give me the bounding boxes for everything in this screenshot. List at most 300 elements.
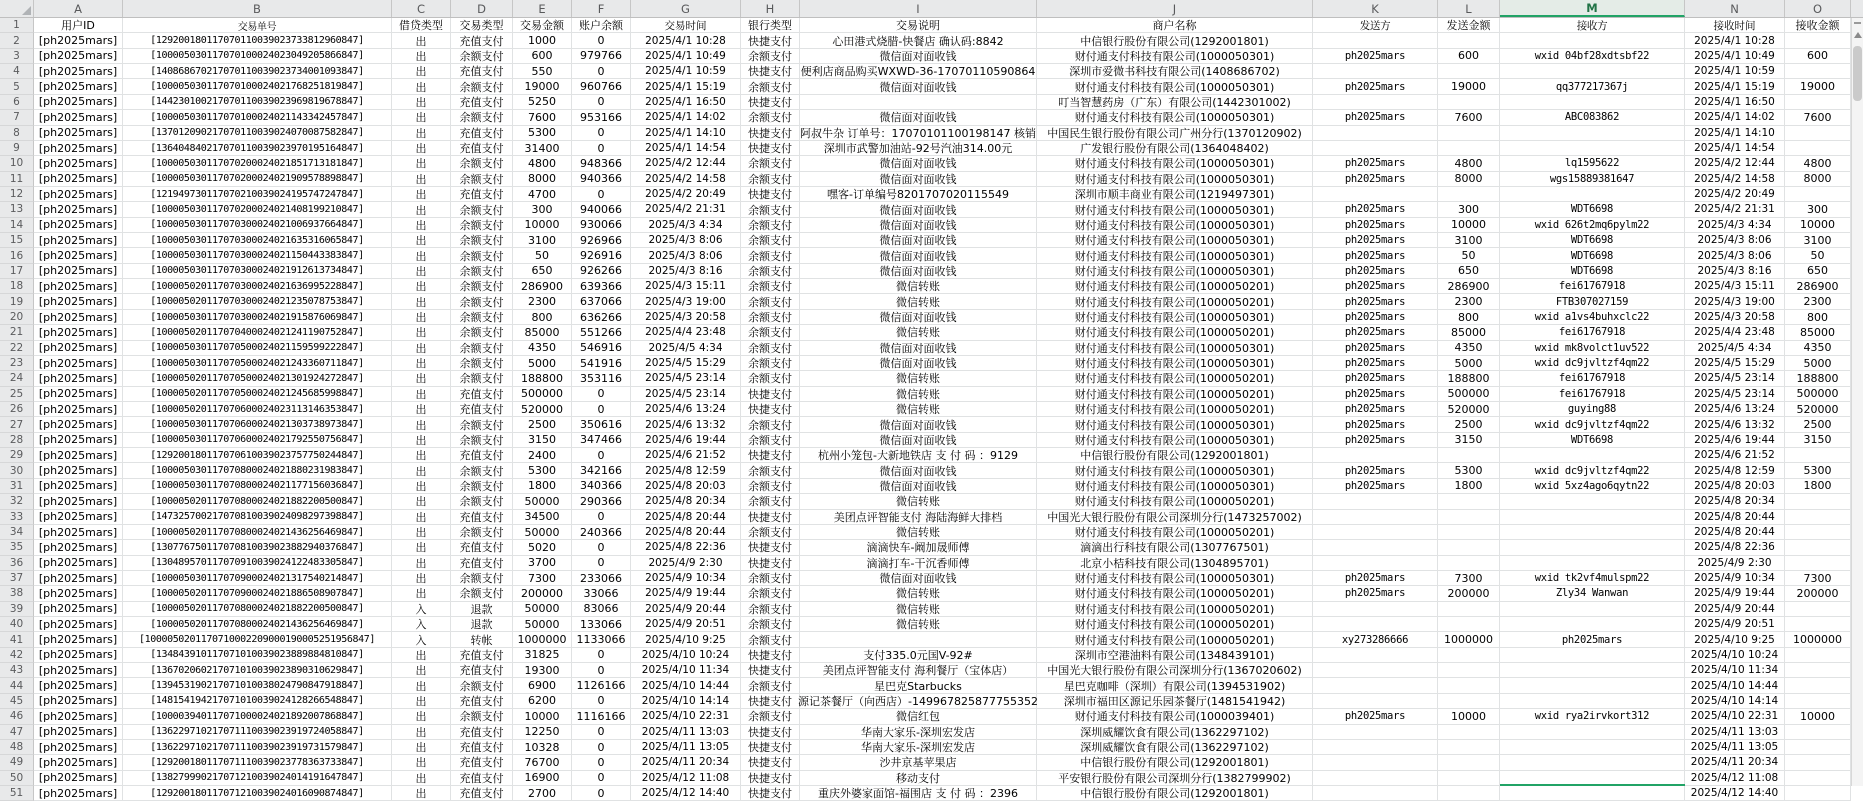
cell-N23[interactable]: 2025/4/5 15:29 (1685, 356, 1785, 371)
cell-L17[interactable]: 650 (1438, 264, 1500, 279)
cell-O7[interactable]: 7600 (1785, 110, 1851, 125)
cell-L2[interactable] (1438, 33, 1500, 48)
cell-O10[interactable]: 4800 (1785, 156, 1851, 171)
cell-A48[interactable]: [ph2025mars] (34, 740, 123, 755)
cell-G6[interactable]: 2025/4/1 16:50 (631, 95, 741, 110)
cell-E5[interactable]: 19000 (513, 79, 572, 94)
vertical-scrollbar[interactable] (1851, 18, 1863, 786)
cell-H16[interactable]: 余额支付 (741, 248, 800, 263)
cell-A16[interactable]: [ph2025mars] (34, 248, 123, 263)
cell-N51[interactable]: 2025/4/12 14:40 (1685, 786, 1785, 801)
cell-H11[interactable]: 余额支付 (741, 172, 800, 187)
cell-B19[interactable]: [100005020117070300024021235078753847] (123, 294, 392, 309)
cell-N13[interactable]: 2025/4/2 21:31 (1685, 202, 1785, 217)
cell-O20[interactable]: 800 (1785, 310, 1851, 325)
cell-L9[interactable] (1438, 141, 1500, 156)
cell-G1[interactable]: 交易时间 (631, 18, 741, 33)
cell-G47[interactable]: 2025/4/11 13:03 (631, 725, 741, 740)
row-header-14[interactable]: 14 (0, 218, 34, 233)
cell-B51[interactable]: [129200180117071210039024016090874847] (123, 786, 392, 801)
cell-F31[interactable]: 340366 (572, 479, 631, 494)
cell-I27[interactable]: 微信面对面收钱 (800, 417, 1037, 432)
cell-A42[interactable]: [ph2025mars] (34, 648, 123, 663)
cell-G36[interactable]: 2025/4/9 2:30 (631, 556, 741, 571)
cell-D2[interactable]: 充值支付 (451, 33, 513, 48)
cell-K40[interactable] (1313, 617, 1438, 632)
cell-D8[interactable]: 充值支付 (451, 126, 513, 141)
cell-C13[interactable]: 出 (392, 202, 451, 217)
cell-K11[interactable]: ph2025mars (1313, 172, 1438, 187)
cell-I12[interactable]: 嘿客-订单编号8201707020115549 (800, 187, 1037, 202)
cell-E49[interactable]: 76700 (513, 755, 572, 770)
column-header-j[interactable]: J (1037, 0, 1313, 17)
cell-G19[interactable]: 2025/4/3 19:00 (631, 294, 741, 309)
cell-E36[interactable]: 3700 (513, 556, 572, 571)
cell-G51[interactable]: 2025/4/12 14:40 (631, 786, 741, 801)
cell-L22[interactable]: 4350 (1438, 341, 1500, 356)
cell-I37[interactable]: 微信面对面收钱 (800, 571, 1037, 586)
cell-F46[interactable]: 1116166 (572, 709, 631, 724)
cell-C1[interactable]: 借贷类型 (392, 18, 451, 33)
row-header-4[interactable]: 4 (0, 64, 34, 79)
cell-A9[interactable]: [ph2025mars] (34, 141, 123, 156)
cell-G4[interactable]: 2025/4/1 10:59 (631, 64, 741, 79)
cell-C30[interactable]: 出 (392, 463, 451, 478)
row-header-33[interactable]: 33 (0, 510, 34, 525)
cell-G10[interactable]: 2025/4/2 12:44 (631, 156, 741, 171)
cell-B3[interactable]: [100005030117070100024023049205866847] (123, 49, 392, 64)
cell-A31[interactable]: [ph2025mars] (34, 479, 123, 494)
cell-M35[interactable] (1500, 540, 1685, 555)
cell-H9[interactable]: 快捷支付 (741, 141, 800, 156)
cell-F36[interactable]: 0 (572, 556, 631, 571)
cell-O34[interactable] (1785, 525, 1851, 540)
cell-G11[interactable]: 2025/4/2 14:58 (631, 172, 741, 187)
cell-C27[interactable]: 出 (392, 417, 451, 432)
cell-O29[interactable] (1785, 448, 1851, 463)
cell-G2[interactable]: 2025/4/1 10:28 (631, 33, 741, 48)
cell-N43[interactable]: 2025/4/10 11:34 (1685, 663, 1785, 678)
cell-O9[interactable] (1785, 141, 1851, 156)
cell-E47[interactable]: 12250 (513, 725, 572, 740)
cell-B37[interactable]: [100005030117070900024021317540214847] (123, 571, 392, 586)
cell-F18[interactable]: 639366 (572, 279, 631, 294)
row-header-38[interactable]: 38 (0, 586, 34, 601)
cell-A11[interactable]: [ph2025mars] (34, 172, 123, 187)
cell-C49[interactable]: 出 (392, 755, 451, 770)
cell-C44[interactable]: 出 (392, 678, 451, 693)
cell-B7[interactable]: [100005030117070100024021143342457847] (123, 110, 392, 125)
cell-C25[interactable]: 出 (392, 387, 451, 402)
row-header-19[interactable]: 19 (0, 294, 34, 309)
cell-M20[interactable]: wxid a1vs4buhxclc22 (1500, 310, 1685, 325)
cell-F24[interactable]: 353116 (572, 371, 631, 386)
cell-G31[interactable]: 2025/4/8 20:03 (631, 479, 741, 494)
cell-D11[interactable]: 余额支付 (451, 172, 513, 187)
cell-I22[interactable]: 微信面对面收钱 (800, 341, 1037, 356)
cell-I7[interactable]: 微信面对面收钱 (800, 110, 1037, 125)
cell-M37[interactable]: wxid tk2vf4mulspm22 (1500, 571, 1685, 586)
cell-L49[interactable] (1438, 755, 1500, 770)
cell-M32[interactable] (1500, 494, 1685, 509)
row-header-10[interactable]: 10 (0, 156, 34, 171)
cell-J23[interactable]: 财付通支付科技有限公司(1000050301) (1037, 356, 1313, 371)
cell-G29[interactable]: 2025/4/6 21:52 (631, 448, 741, 463)
row-header-51[interactable]: 51 (0, 786, 34, 801)
cell-H27[interactable]: 余额支付 (741, 417, 800, 432)
cell-L48[interactable] (1438, 740, 1500, 755)
cell-L42[interactable] (1438, 648, 1500, 663)
cell-F26[interactable]: 0 (572, 402, 631, 417)
cell-K33[interactable] (1313, 510, 1438, 525)
cell-B6[interactable]: [144230100217070110039023969819678847] (123, 95, 392, 110)
cell-H20[interactable]: 余额支付 (741, 310, 800, 325)
cell-A33[interactable]: [ph2025mars] (34, 510, 123, 525)
cell-K23[interactable]: ph2025mars (1313, 356, 1438, 371)
cell-C3[interactable]: 出 (392, 49, 451, 64)
cell-B12[interactable]: [121949730117070210039024195747247847] (123, 187, 392, 202)
cell-I33[interactable]: 美团点评智能支付 海陆海鲜大排档 (800, 510, 1037, 525)
cell-L33[interactable] (1438, 510, 1500, 525)
cell-N2[interactable]: 2025/4/1 10:28 (1685, 33, 1785, 48)
cell-A19[interactable]: [ph2025mars] (34, 294, 123, 309)
cell-M39[interactable] (1500, 602, 1685, 617)
cell-I41[interactable] (800, 632, 1037, 647)
row-header-5[interactable]: 5 (0, 79, 34, 94)
cell-J17[interactable]: 财付通支付科技有限公司(1000050301) (1037, 264, 1313, 279)
cell-B50[interactable]: [138279990217071210039024014191647847] (123, 771, 392, 786)
cell-O46[interactable]: 10000 (1785, 709, 1851, 724)
cell-N25[interactable]: 2025/4/5 23:14 (1685, 387, 1785, 402)
cell-L30[interactable]: 5300 (1438, 463, 1500, 478)
cell-D13[interactable]: 余额支付 (451, 202, 513, 217)
cell-E28[interactable]: 3150 (513, 433, 572, 448)
cell-I9[interactable]: 深圳市武警加油站-92号汽油314.00元 (800, 141, 1037, 156)
cell-B36[interactable]: [130489570117070910039024122483305847] (123, 556, 392, 571)
cell-M36[interactable] (1500, 556, 1685, 571)
cell-H49[interactable]: 快捷支付 (741, 755, 800, 770)
cell-O48[interactable] (1785, 740, 1851, 755)
cell-B40[interactable]: [100005020117070800024021436256469847] (123, 617, 392, 632)
cell-I40[interactable]: 微信转账 (800, 617, 1037, 632)
cell-C23[interactable]: 出 (392, 356, 451, 371)
cell-D35[interactable]: 充值支付 (451, 540, 513, 555)
cell-F50[interactable]: 0 (572, 771, 631, 786)
cell-I49[interactable]: 沙井京基苹果店 (800, 755, 1037, 770)
cell-M30[interactable]: wxid dc9jvltzf4qm22 (1500, 463, 1685, 478)
cell-J33[interactable]: 中国光大银行股份有限公司深圳分行(1473257002) (1037, 510, 1313, 525)
cell-M27[interactable]: wxid dc9jvltzf4qm22 (1500, 417, 1685, 432)
cell-H15[interactable]: 余额支付 (741, 233, 800, 248)
cell-A24[interactable]: [ph2025mars] (34, 371, 123, 386)
cell-K2[interactable] (1313, 33, 1438, 48)
cell-H31[interactable]: 余额支付 (741, 479, 800, 494)
cell-C21[interactable]: 出 (392, 325, 451, 340)
column-header-i[interactable]: I (800, 0, 1037, 17)
column-header-b[interactable]: B (123, 0, 392, 17)
cell-M15[interactable]: WDT6698 (1500, 233, 1685, 248)
cell-G38[interactable]: 2025/4/9 19:44 (631, 586, 741, 601)
cell-H5[interactable]: 余额支付 (741, 79, 800, 94)
cell-C18[interactable]: 出 (392, 279, 451, 294)
cell-A21[interactable]: [ph2025mars] (34, 325, 123, 340)
cell-I50[interactable]: 移动支付 (800, 771, 1037, 786)
cell-F43[interactable]: 0 (572, 663, 631, 678)
cell-E33[interactable]: 34500 (513, 510, 572, 525)
cell-D38[interactable]: 余额支付 (451, 586, 513, 601)
cell-M5[interactable]: qq377217367j (1500, 79, 1685, 94)
cell-K35[interactable] (1313, 540, 1438, 555)
cell-C26[interactable]: 出 (392, 402, 451, 417)
cell-E15[interactable]: 3100 (513, 233, 572, 248)
cell-E46[interactable]: 10000 (513, 709, 572, 724)
cell-J27[interactable]: 财付通支付科技有限公司(1000050301) (1037, 417, 1313, 432)
cell-C40[interactable]: 入 (392, 617, 451, 632)
cell-C16[interactable]: 出 (392, 248, 451, 263)
cell-J24[interactable]: 财付通支付科技有限公司(1000050201) (1037, 371, 1313, 386)
cell-F10[interactable]: 948366 (572, 156, 631, 171)
cell-G45[interactable]: 2025/4/10 14:14 (631, 694, 741, 709)
cell-N8[interactable]: 2025/4/1 14:10 (1685, 126, 1785, 141)
cell-B43[interactable]: [136702060217071010039023890310629847] (123, 663, 392, 678)
cell-J10[interactable]: 财付通支付科技有限公司(1000050301) (1037, 156, 1313, 171)
column-header-g[interactable]: G (631, 0, 741, 17)
cell-K22[interactable]: ph2025mars (1313, 341, 1438, 356)
cell-E39[interactable]: 50000 (513, 602, 572, 617)
cell-N32[interactable]: 2025/4/8 20:34 (1685, 494, 1785, 509)
cell-I35[interactable]: 滴滴快车-阚加晟师傅 (800, 540, 1037, 555)
cell-N44[interactable]: 2025/4/10 14:44 (1685, 678, 1785, 693)
cell-H42[interactable]: 快捷支付 (741, 648, 800, 663)
cell-G12[interactable]: 2025/4/2 20:49 (631, 187, 741, 202)
cell-J48[interactable]: 深圳威耀饮食有限公司(1362297102) (1037, 740, 1313, 755)
cell-O47[interactable] (1785, 725, 1851, 740)
cell-B42[interactable]: [134843910117071010039023889884810847] (123, 648, 392, 663)
cell-N12[interactable]: 2025/4/2 20:49 (1685, 187, 1785, 202)
cell-M12[interactable] (1500, 187, 1685, 202)
cell-K36[interactable] (1313, 556, 1438, 571)
cell-L25[interactable]: 500000 (1438, 387, 1500, 402)
cell-A17[interactable]: [ph2025mars] (34, 264, 123, 279)
cell-N39[interactable]: 2025/4/9 20:44 (1685, 602, 1785, 617)
cell-M13[interactable]: WDT6698 (1500, 202, 1685, 217)
cell-H41[interactable]: 余额支付 (741, 632, 800, 647)
row-header-29[interactable]: 29 (0, 448, 34, 463)
cell-L24[interactable]: 188800 (1438, 371, 1500, 386)
cell-G43[interactable]: 2025/4/10 11:34 (631, 663, 741, 678)
cell-F5[interactable]: 960766 (572, 79, 631, 94)
cell-B38[interactable]: [100005020117070900024021886508907847] (123, 586, 392, 601)
cell-J30[interactable]: 财付通支付科技有限公司(1000050301) (1037, 463, 1313, 478)
cell-H37[interactable]: 余额支付 (741, 571, 800, 586)
cell-J1[interactable]: 商户名称 (1037, 18, 1313, 33)
cell-N42[interactable]: 2025/4/10 10:24 (1685, 648, 1785, 663)
cell-J25[interactable]: 财付通支付科技有限公司(1000050201) (1037, 387, 1313, 402)
cell-M29[interactable] (1500, 448, 1685, 463)
cell-F9[interactable]: 0 (572, 141, 631, 156)
cell-H44[interactable]: 余额支付 (741, 678, 800, 693)
column-header-d[interactable]: D (451, 0, 513, 17)
cell-I25[interactable]: 微信转账 (800, 387, 1037, 402)
cell-K31[interactable]: ph2025mars (1313, 479, 1438, 494)
cell-F32[interactable]: 290366 (572, 494, 631, 509)
column-header-a[interactable]: A (34, 0, 123, 17)
cell-I21[interactable]: 微信转账 (800, 325, 1037, 340)
cell-G18[interactable]: 2025/4/3 15:11 (631, 279, 741, 294)
cell-N46[interactable]: 2025/4/10 22:31 (1685, 709, 1785, 724)
cell-J21[interactable]: 财付通支付科技有限公司(1000050201) (1037, 325, 1313, 340)
cell-C19[interactable]: 出 (392, 294, 451, 309)
cell-C2[interactable]: 出 (392, 33, 451, 48)
cell-M1[interactable]: 接收方 (1500, 18, 1685, 33)
cell-I8[interactable]: 阿叔牛杂 订单号：17070101100198147 核销 (800, 126, 1036, 140)
cell-K13[interactable]: ph2025mars (1313, 202, 1438, 217)
row-header-30[interactable]: 30 (0, 463, 34, 478)
cell-A4[interactable]: [ph2025mars] (34, 64, 123, 79)
cell-K37[interactable]: ph2025mars (1313, 571, 1438, 586)
cell-L39[interactable] (1438, 602, 1500, 617)
cell-J50[interactable]: 平安银行股份有限公司深圳分行(1382799902) (1037, 771, 1313, 786)
cell-O13[interactable]: 300 (1785, 202, 1851, 217)
cell-L20[interactable]: 800 (1438, 310, 1500, 325)
cell-C29[interactable]: 出 (392, 448, 451, 463)
cell-D41[interactable]: 转帐 (451, 632, 513, 647)
cell-D45[interactable]: 充值支付 (451, 694, 513, 709)
cell-A30[interactable]: [ph2025mars] (34, 463, 123, 478)
cell-E24[interactable]: 188800 (513, 371, 572, 386)
cell-J9[interactable]: 广发银行股份有限公司(1364048402) (1037, 141, 1313, 156)
cell-G24[interactable]: 2025/4/5 23:14 (631, 371, 741, 386)
cell-O23[interactable]: 5000 (1785, 356, 1851, 371)
row-header-48[interactable]: 48 (0, 740, 34, 755)
cell-M9[interactable] (1500, 141, 1685, 156)
cell-I51[interactable]: 重庆外婆家面馆-福围店 支 付 码 ：2396 (800, 786, 1037, 801)
row-header-17[interactable]: 17 (0, 264, 34, 279)
cell-O50[interactable] (1785, 771, 1851, 786)
cell-L47[interactable] (1438, 725, 1500, 740)
cell-I46[interactable]: 微信红包 (800, 709, 1037, 724)
cell-C43[interactable]: 出 (392, 663, 451, 678)
cell-G50[interactable]: 2025/4/12 11:08 (631, 771, 741, 786)
column-header-o[interactable]: O (1785, 0, 1851, 17)
cell-C39[interactable]: 入 (392, 602, 451, 617)
cell-H14[interactable]: 余额支付 (741, 218, 800, 233)
cell-G26[interactable]: 2025/4/6 13:24 (631, 402, 741, 417)
row-header-46[interactable]: 46 (0, 709, 34, 724)
cell-J20[interactable]: 财付通支付科技有限公司(1000050301) (1037, 310, 1313, 325)
cell-A43[interactable]: [ph2025mars] (34, 663, 123, 678)
cell-E7[interactable]: 7600 (513, 110, 572, 125)
cell-N21[interactable]: 2025/4/4 23:48 (1685, 325, 1785, 340)
cell-C10[interactable]: 出 (392, 156, 451, 171)
cell-O44[interactable] (1785, 678, 1851, 693)
cell-H23[interactable]: 余额支付 (741, 356, 800, 371)
cell-I44[interactable]: 星巴克Starbucks (800, 678, 1037, 693)
column-header-k[interactable]: K (1313, 0, 1438, 17)
cell-D50[interactable]: 充值支付 (451, 771, 513, 786)
cell-L15[interactable]: 3100 (1438, 233, 1500, 248)
cell-B2[interactable]: [129200180117070110039023733812960847] (123, 33, 392, 48)
cell-G17[interactable]: 2025/4/3 8:16 (631, 264, 741, 279)
cell-M14[interactable]: wxid 626t2mq6pylm22 (1500, 218, 1685, 233)
cell-A26[interactable]: [ph2025mars] (34, 402, 123, 417)
row-header-37[interactable]: 37 (0, 571, 34, 586)
cell-M46[interactable]: wxid rya2irvkort312 (1500, 709, 1685, 724)
cell-D44[interactable]: 余额支付 (451, 678, 513, 693)
cell-N41[interactable]: 2025/4/10 9:25 (1685, 632, 1785, 647)
cell-I4[interactable]: 便利店商品购买WXWD-36-17070110590864 (800, 65, 1036, 79)
cell-A50[interactable]: [ph2025mars] (34, 771, 123, 786)
cell-F34[interactable]: 240366 (572, 525, 631, 540)
cell-I13[interactable]: 微信面对面收钱 (800, 202, 1037, 217)
cell-I32[interactable]: 微信转账 (800, 494, 1037, 509)
cell-G34[interactable]: 2025/4/8 20:44 (631, 525, 741, 540)
cell-A28[interactable]: [ph2025mars] (34, 433, 123, 448)
cell-B16[interactable]: [100005030117070300024021150443383847] (123, 248, 392, 263)
cell-I45[interactable]: 源记茶餐厅（向西店）-149967825877755352 (798, 695, 1038, 708)
cell-C50[interactable]: 出 (392, 771, 451, 786)
cell-K49[interactable] (1313, 755, 1438, 770)
cell-L43[interactable] (1438, 663, 1500, 678)
cell-O33[interactable] (1785, 510, 1851, 525)
cell-H36[interactable]: 快捷支付 (741, 556, 800, 571)
cell-E2[interactable]: 1000 (513, 33, 572, 48)
cell-I10[interactable]: 微信面对面收钱 (800, 156, 1037, 171)
cell-H51[interactable]: 快捷支付 (741, 786, 800, 801)
cell-C24[interactable]: 出 (392, 371, 451, 386)
cell-I30[interactable]: 微信面对面收钱 (800, 463, 1037, 478)
cell-D12[interactable]: 充值支付 (451, 187, 513, 202)
cell-D3[interactable]: 余额支付 (451, 49, 513, 64)
cell-O18[interactable]: 286900 (1785, 279, 1851, 294)
cell-K5[interactable]: ph2025mars (1313, 79, 1438, 94)
cell-K30[interactable]: ph2025mars (1313, 463, 1438, 478)
cell-C4[interactable]: 出 (392, 64, 451, 79)
cell-C12[interactable]: 出 (392, 187, 451, 202)
cell-E10[interactable]: 4800 (513, 156, 572, 171)
cell-K48[interactable] (1313, 740, 1438, 755)
cell-K10[interactable]: ph2025mars (1313, 156, 1438, 171)
cell-N27[interactable]: 2025/4/6 13:32 (1685, 417, 1785, 432)
cell-F17[interactable]: 926266 (572, 264, 631, 279)
cell-B49[interactable]: [129200180117071110039023778363733847] (123, 755, 392, 770)
cell-G7[interactable]: 2025/4/1 14:02 (631, 110, 741, 125)
cell-M40[interactable] (1500, 617, 1685, 632)
cell-H28[interactable]: 余额支付 (741, 433, 800, 448)
cell-O38[interactable]: 200000 (1785, 586, 1851, 601)
cell-I17[interactable]: 微信面对面收钱 (800, 264, 1037, 279)
row-header-3[interactable]: 3 (0, 49, 34, 64)
cell-D33[interactable]: 充值支付 (451, 510, 513, 525)
cell-A22[interactable]: [ph2025mars] (34, 341, 123, 356)
cell-B14[interactable]: [100005030117070300024021006937664847] (123, 218, 392, 233)
cell-E25[interactable]: 500000 (513, 387, 572, 402)
row-header-7[interactable]: 7 (0, 110, 34, 125)
cell-H24[interactable]: 余额支付 (741, 371, 800, 386)
cell-J13[interactable]: 财付通支付科技有限公司(1000050301) (1037, 202, 1313, 217)
cell-M48[interactable] (1500, 740, 1685, 755)
cell-L32[interactable] (1438, 494, 1500, 509)
cell-K17[interactable]: ph2025mars (1313, 264, 1438, 279)
cell-D20[interactable]: 余额支付 (451, 310, 513, 325)
cell-L38[interactable]: 200000 (1438, 586, 1500, 601)
cell-D6[interactable]: 充值支付 (451, 95, 513, 110)
cell-C5[interactable]: 出 (392, 79, 451, 94)
cell-C11[interactable]: 出 (392, 172, 451, 187)
cell-E18[interactable]: 286900 (513, 279, 572, 294)
cell-N24[interactable]: 2025/4/5 23:14 (1685, 371, 1785, 386)
cell-L16[interactable]: 50 (1438, 248, 1500, 263)
